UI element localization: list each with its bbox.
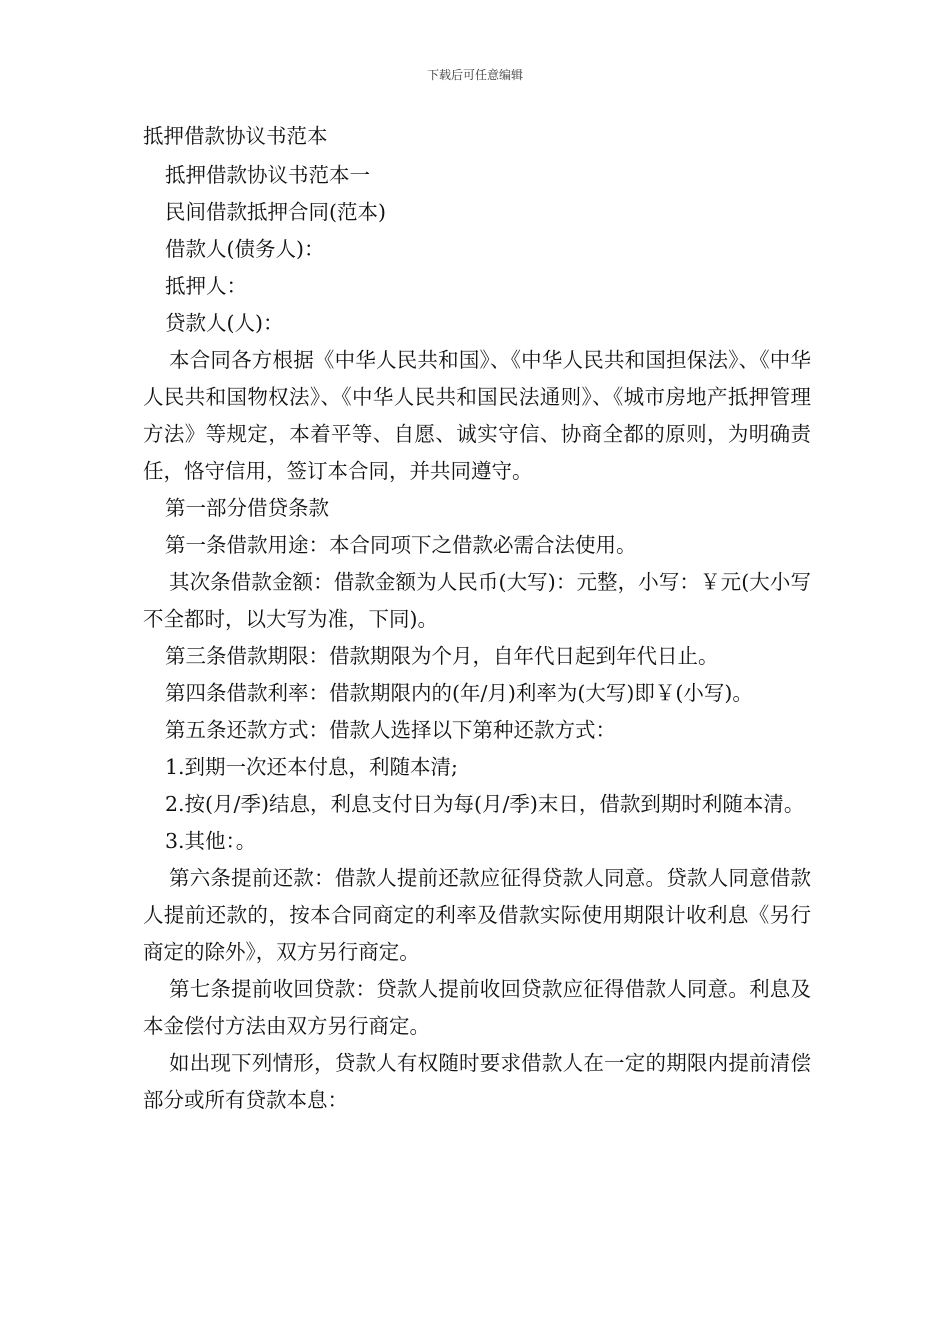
article-2: 其次条借款金额：借款金额为人民币(大写)：元整，小写：￥元(大小写不全都时，以大写为准，下同)。 bbox=[143, 570, 811, 631]
article-5: 第五条还款方式：借款人选择以下第种还款方式： bbox=[165, 718, 616, 742]
document-title: 抵押借款协议书范本 bbox=[143, 124, 328, 148]
repayment-option-2: 2.按(月/季)结息，利息支付日为每(月/季)末日，借款到期时利随本清。 bbox=[165, 792, 805, 816]
article-4: 第四条借款利率：借款期限内的(年/月)利率为(大写)即￥(小写)。 bbox=[165, 681, 753, 705]
contract-name: 民间借款抵押合同(范本) bbox=[165, 200, 386, 224]
subtitle-sample-one: 抵押借款协议书范本一 bbox=[165, 163, 370, 187]
article-7: 第七条提前收回贷款：贷款人提前收回贷款应征得借款人同意。利息及本金偿付方法由双方另行商定。 bbox=[143, 977, 811, 1038]
article-1: 第一条借款用途：本合同项下之借款必需合法使用。 bbox=[165, 533, 637, 557]
early-recall-conditions: 如出现下列情形，贷款人有权随时要求借款人在一定的期限内提前清偿部分或所有贷款本息： bbox=[143, 1051, 811, 1112]
article-6: 第六条提前还款：借款人提前还款应征得贷款人同意。贷款人同意借款人提前还款的，按本合同商定的利率及借款实际使用期限计收利息《另行商定的除外》，双方另行商定。 bbox=[143, 866, 811, 964]
borrower-line: 借款人(债务人)： bbox=[165, 237, 325, 261]
repayment-option-3: 3.其他：。 bbox=[165, 829, 257, 853]
section-heading: 第一部分借贷条款 bbox=[165, 496, 329, 520]
document-body bbox=[143, 118, 811, 1119]
preamble-paragraph: 本合同各方根据《中华人民共和国》、《中华人民共和国担保法》、《中华人民共和国物权法》、《中华人民共和国民法通则》、《城市房地产抵押管理方法》等规定，本着平等、自愿、诚实守信、协商全都的原则，为明确责任，恪守信用，签订本合同，并共同遵守。 bbox=[143, 348, 811, 483]
mortgagor-line: 抵押人： bbox=[165, 274, 247, 298]
article-3: 第三条借款期限：借款期限为个月，自年代日起到年代日止。 bbox=[165, 644, 719, 668]
page-header-note: 下载后可任意编辑 bbox=[426, 68, 523, 82]
repayment-option-1: 1.到期一次还本付息，利随本清; bbox=[165, 755, 458, 779]
lender-line: 贷款人(人)： bbox=[165, 311, 284, 335]
